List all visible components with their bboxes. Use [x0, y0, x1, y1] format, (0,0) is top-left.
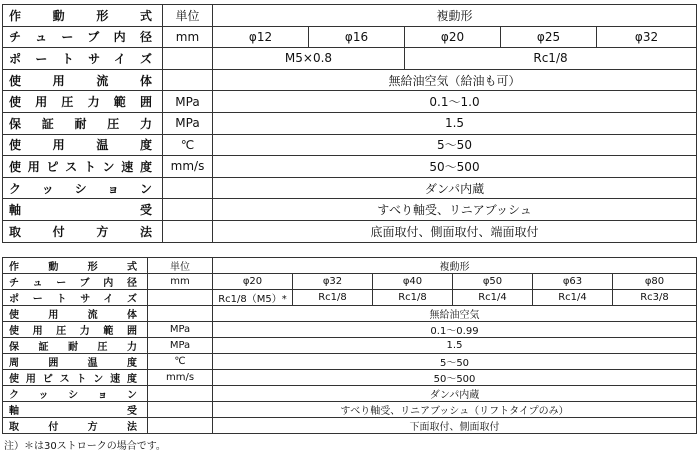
table-row — [3, 386, 697, 402]
value-cell: ダンパ内蔵 — [213, 177, 697, 199]
value-cell: Rc1/4 — [453, 290, 533, 306]
unit-cell: mm — [163, 26, 213, 48]
unit-cell: MPa — [148, 322, 213, 338]
table-row — [3, 306, 697, 322]
table-row — [3, 177, 697, 199]
value-cell: φ12 — [213, 26, 309, 48]
unit-cell: mm — [148, 274, 213, 290]
value-cell: 5～50 — [213, 354, 697, 370]
row-label: 使用流体 — [3, 69, 163, 91]
value-cell: φ20 — [213, 274, 293, 290]
unit-cell — [163, 220, 213, 242]
unit-cell — [148, 306, 213, 322]
unit-cell: ℃ — [163, 134, 213, 156]
table-row — [3, 258, 697, 274]
unit-cell: mm/s — [148, 370, 213, 386]
value-cell: 底面取付、側面取付、端面取付 — [213, 220, 697, 242]
value-cell: φ80 — [613, 274, 697, 290]
value-cell: Rc1/8 — [405, 48, 697, 70]
unit-cell — [163, 69, 213, 91]
row-label: チューブ内径 — [3, 274, 148, 290]
unit-header: 単位 — [148, 258, 213, 274]
value-cell: φ32 — [293, 274, 373, 290]
value-cell: 5～50 — [213, 134, 697, 156]
value-cell: Rc3/8 — [613, 290, 697, 306]
row-label: チューブ内径 — [3, 26, 163, 48]
table-row — [3, 370, 697, 386]
unit-cell: mm/s — [163, 156, 213, 178]
table-row — [3, 418, 697, 434]
table-row — [3, 338, 697, 354]
unit-cell — [148, 418, 213, 434]
value-cell: 複動形 — [213, 5, 697, 27]
value-cell: 0.1～1.0 — [213, 91, 697, 113]
table-row — [3, 5, 697, 27]
unit-cell: MPa — [148, 338, 213, 354]
row-label: 取付方法 — [3, 220, 163, 242]
row-label: 作動形式 — [3, 258, 148, 274]
footnote: 注）＊は30ストロークの場合です。 — [4, 441, 166, 452]
value-cell: 1.5 — [213, 112, 697, 134]
value-cell: 複動形 — [213, 258, 697, 274]
unit-cell: ℃ — [148, 354, 213, 370]
table-row — [3, 156, 697, 178]
row-label: 保証耐圧力 — [3, 112, 163, 134]
value-cell: φ25 — [501, 26, 597, 48]
row-label: 使用温度 — [3, 134, 163, 156]
value-cell: 1.5 — [213, 338, 697, 354]
table-row — [3, 26, 697, 48]
table-row — [3, 134, 697, 156]
value-cell: すべり軸受、リニアブッシュ（リフトタイプのみ） — [213, 402, 697, 418]
unit-cell: MPa — [163, 112, 213, 134]
unit-cell — [148, 290, 213, 306]
value-cell: Rc1/4 — [533, 290, 613, 306]
value-cell: φ50 — [453, 274, 533, 290]
unit-cell — [163, 177, 213, 199]
row-label: クッション — [3, 177, 163, 199]
table-row — [3, 402, 697, 418]
row-label: 保証耐圧力 — [3, 338, 148, 354]
spec-table-2 — [2, 257, 697, 434]
row-label: 使用ピストン速度 — [3, 156, 163, 178]
value-cell: Rc1/8 — [373, 290, 453, 306]
table-row — [3, 112, 697, 134]
row-label: ポートサイズ — [3, 290, 148, 306]
value-cell: φ63 — [533, 274, 613, 290]
value-cell: 下面取付、側面取付 — [213, 418, 697, 434]
value-cell: 50～500 — [213, 370, 697, 386]
table-row — [3, 322, 697, 338]
unit-cell: MPa — [163, 91, 213, 113]
value-cell: すべり軸受、リニアブッシュ — [213, 199, 697, 221]
value-cell: φ20 — [405, 26, 501, 48]
value-cell: φ16 — [309, 26, 405, 48]
row-label: 周囲温度 — [3, 354, 148, 370]
row-label: クッション — [3, 386, 148, 402]
table-row — [3, 91, 697, 113]
row-label: 作動形式 — [3, 5, 163, 27]
value-cell: 無給油空気 — [213, 306, 697, 322]
value-cell: 0.1～0.99 — [213, 322, 697, 338]
value-cell: 50～500 — [213, 156, 697, 178]
table-row — [3, 69, 697, 91]
value-cell: φ40 — [373, 274, 453, 290]
table-row — [3, 199, 697, 221]
table-row — [3, 354, 697, 370]
value-cell: ダンパ内蔵 — [213, 386, 697, 402]
row-label: ポートサイズ — [3, 48, 163, 70]
unit-cell — [148, 402, 213, 418]
row-label: 使用圧力範囲 — [3, 91, 163, 113]
value-cell: 無給油空気（給油も可） — [213, 69, 697, 91]
row-label: 軸受 — [3, 402, 148, 418]
row-label: 取付方法 — [3, 418, 148, 434]
spec-table-1 — [2, 4, 697, 243]
table-row — [3, 220, 697, 242]
row-label: 使用圧力範囲 — [3, 322, 148, 338]
table-row — [3, 290, 697, 306]
row-label: 使用ピストン速度 — [3, 370, 148, 386]
value-cell: Rc1/8 — [293, 290, 373, 306]
row-label: 軸受 — [3, 199, 163, 221]
unit-cell — [163, 48, 213, 70]
unit-header: 単位 — [163, 5, 213, 27]
table-row — [3, 48, 697, 70]
value-cell: φ32 — [597, 26, 697, 48]
row-label: 使用流体 — [3, 306, 148, 322]
value-cell: Rc1/8（M5）* — [213, 290, 293, 306]
table-row — [3, 274, 697, 290]
value-cell: M5×0.8 — [213, 48, 405, 70]
unit-cell — [148, 386, 213, 402]
unit-cell — [163, 199, 213, 221]
